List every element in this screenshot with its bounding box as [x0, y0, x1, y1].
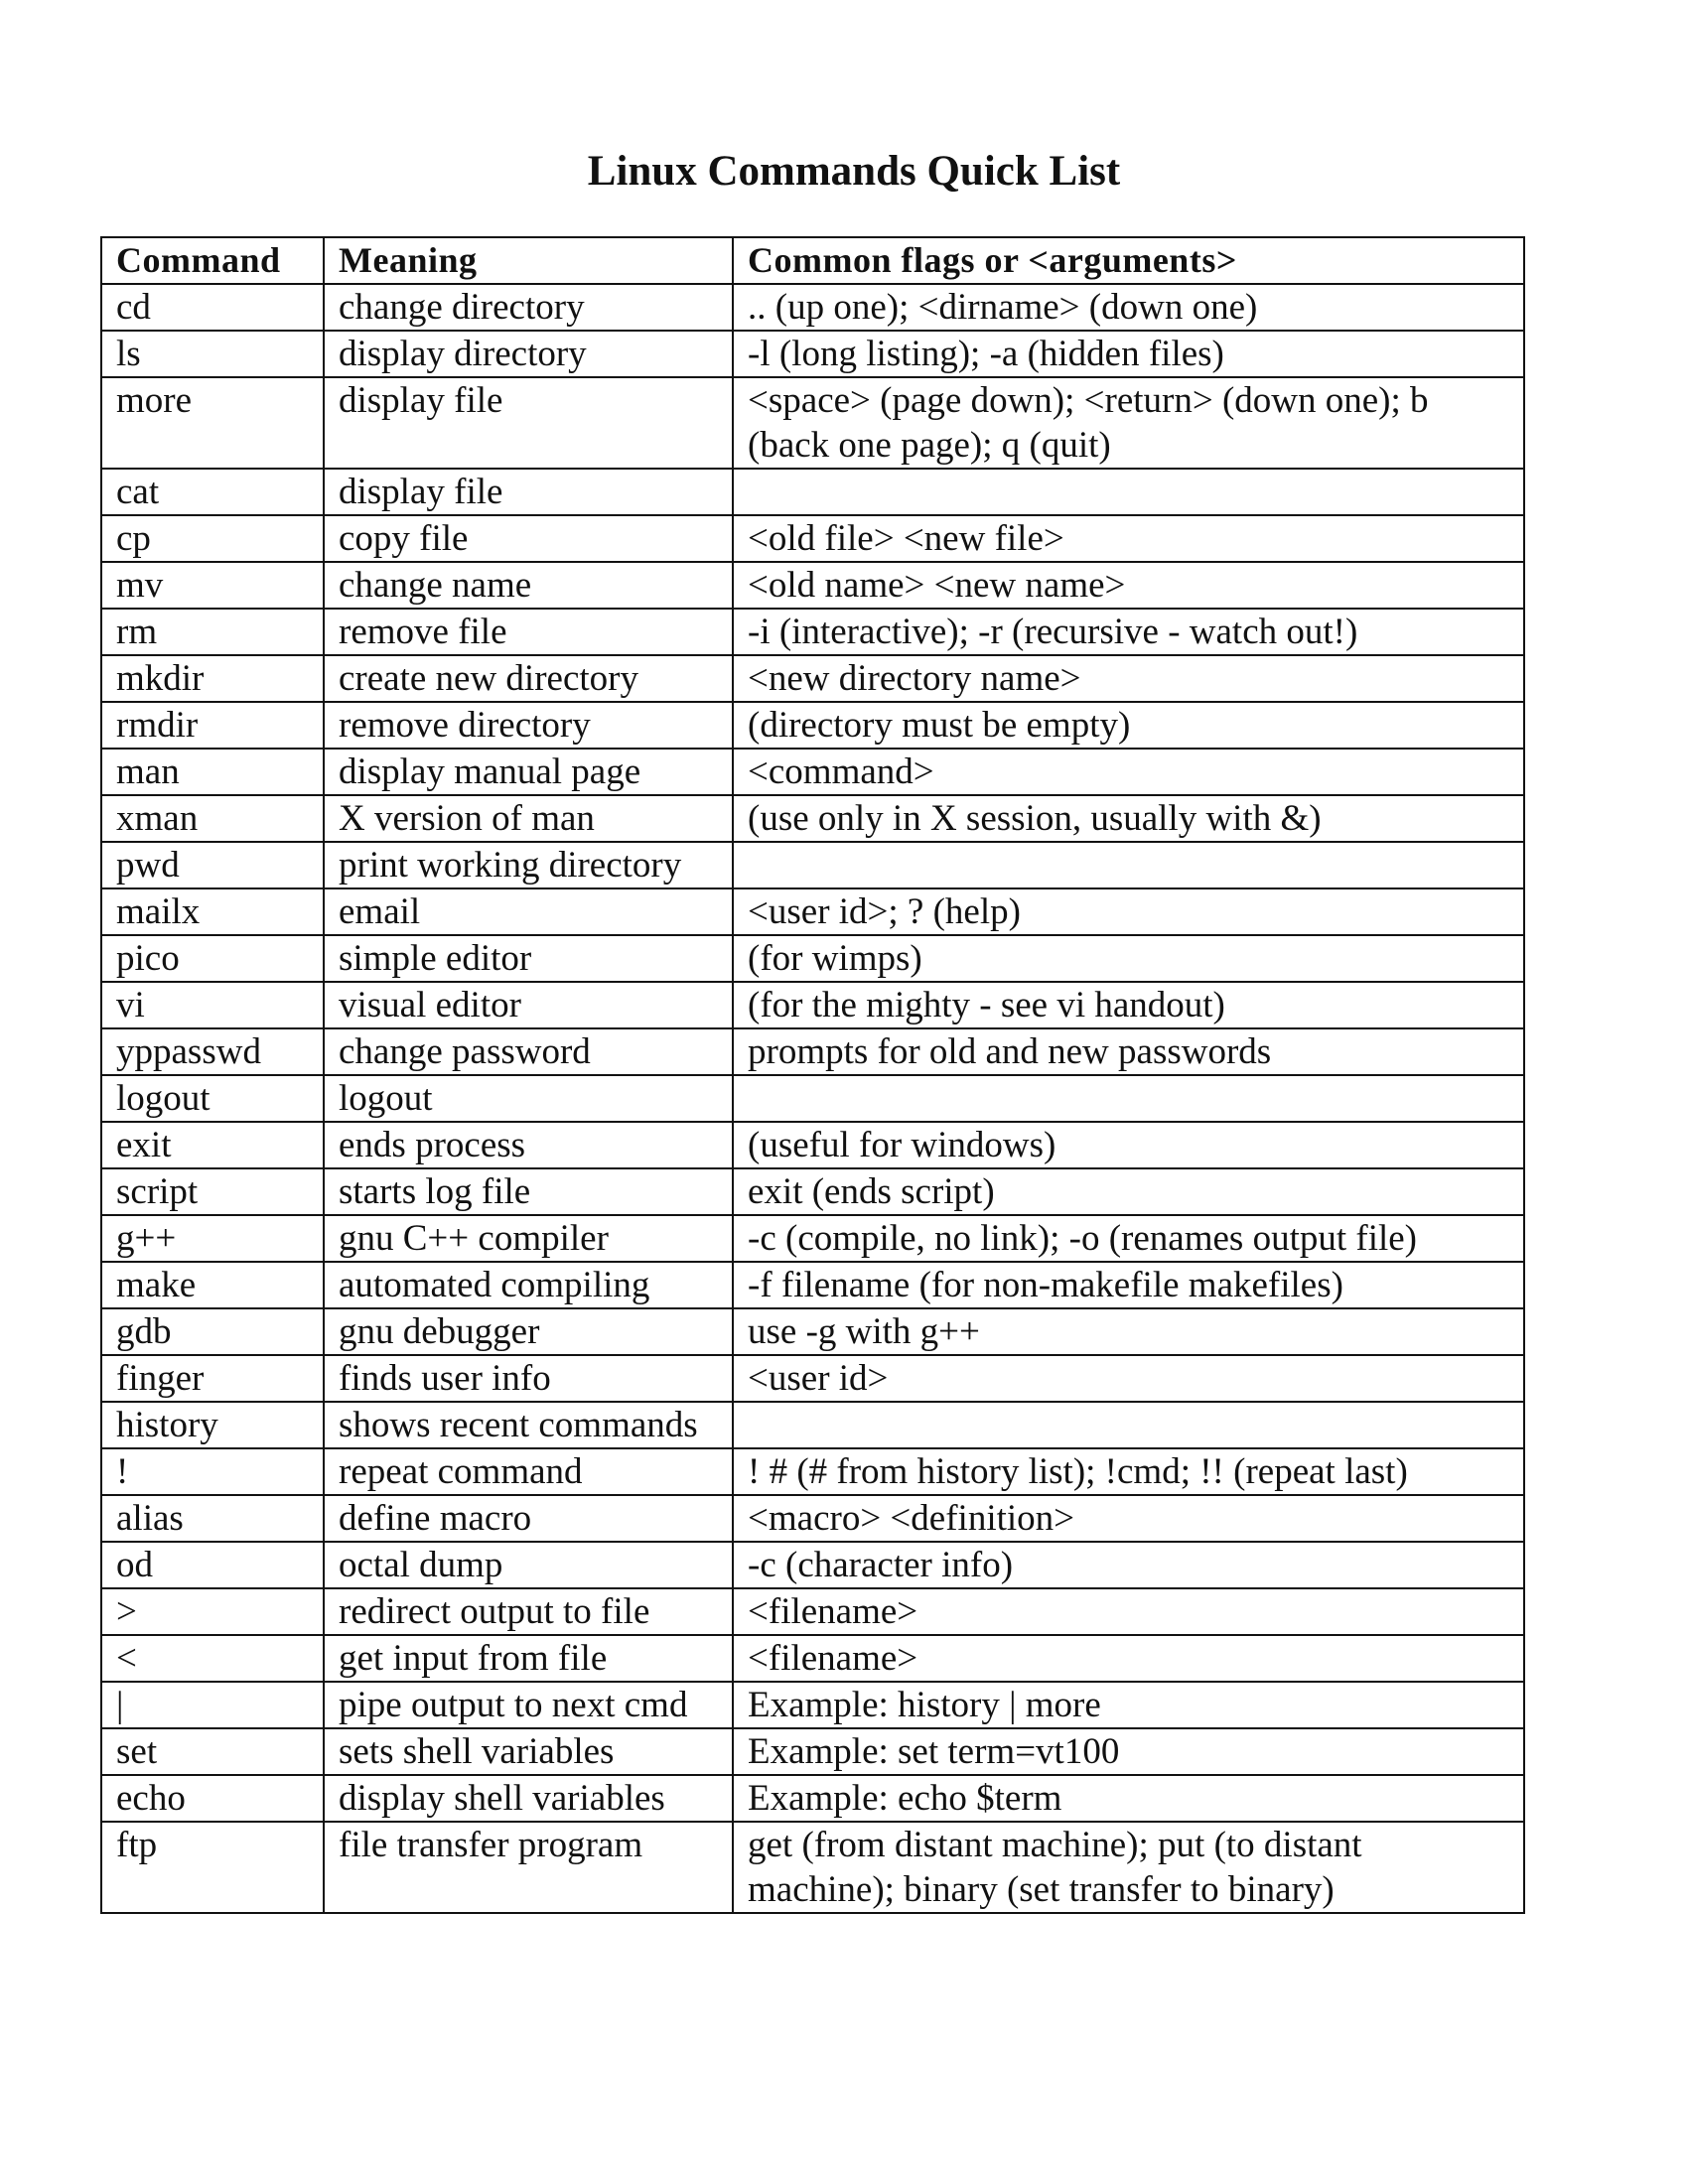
flags-cell: .. (up one); <dirname> (down one) — [733, 284, 1524, 331]
table-row — [101, 331, 1524, 377]
flags-cell: <filename> — [733, 1635, 1524, 1682]
table-body — [101, 284, 1524, 1913]
meaning-cell: ends process — [324, 1122, 733, 1168]
flags-cell: exit (ends script) — [733, 1168, 1524, 1215]
table-row — [101, 609, 1524, 655]
command-cell: mkdir — [101, 655, 324, 702]
meaning-cell: starts log file — [324, 1168, 733, 1215]
flags-cell: <filename> — [733, 1588, 1524, 1635]
meaning-cell: visual editor — [324, 982, 733, 1028]
meaning-cell: display shell variables — [324, 1775, 733, 1822]
command-cell: exit — [101, 1122, 324, 1168]
flags-cell: Example: echo $term — [733, 1775, 1524, 1822]
flags-cell: <old file> <new file> — [733, 515, 1524, 562]
flags-cell: <command> — [733, 749, 1524, 795]
command-cell: rm — [101, 609, 324, 655]
table-row — [101, 935, 1524, 982]
meaning-cell: define macro — [324, 1495, 733, 1542]
table-row — [101, 1308, 1524, 1355]
commands-table — [100, 236, 1525, 1914]
command-cell: history — [101, 1402, 324, 1448]
command-cell: ls — [101, 331, 324, 377]
meaning-cell: email — [324, 888, 733, 935]
table-row — [101, 1168, 1524, 1215]
command-cell: set — [101, 1728, 324, 1775]
table-row — [101, 515, 1524, 562]
meaning-cell: display file — [324, 377, 733, 469]
table-row — [101, 377, 1524, 469]
flags-cell: -f filename (for non-makefile makefiles) — [733, 1262, 1524, 1308]
table-row — [101, 795, 1524, 842]
command-cell: > — [101, 1588, 324, 1635]
meaning-cell: redirect output to file — [324, 1588, 733, 1635]
meaning-cell: change directory — [324, 284, 733, 331]
command-cell: vi — [101, 982, 324, 1028]
flags-cell: Example: set term=vt100 — [733, 1728, 1524, 1775]
meaning-cell: display manual page — [324, 749, 733, 795]
command-cell: finger — [101, 1355, 324, 1402]
table-row — [101, 1122, 1524, 1168]
flags-cell: ! # (# from history list); !cmd; !! (repeat last) — [733, 1448, 1524, 1495]
flags-cell: -c (compile, no link); -o (renames output file) — [733, 1215, 1524, 1262]
table-row — [101, 702, 1524, 749]
meaning-cell: repeat command — [324, 1448, 733, 1495]
column-header-meaning: Meaning — [324, 237, 733, 284]
flags-cell: (use only in X session, usually with &) — [733, 795, 1524, 842]
meaning-cell: simple editor — [324, 935, 733, 982]
meaning-cell: X version of man — [324, 795, 733, 842]
meaning-cell: gnu debugger — [324, 1308, 733, 1355]
flags-cell — [733, 842, 1524, 888]
command-cell: cat — [101, 469, 324, 515]
table-row — [101, 655, 1524, 702]
flags-cell: (for the mighty - see vi handout) — [733, 982, 1524, 1028]
meaning-cell: copy file — [324, 515, 733, 562]
command-cell: man — [101, 749, 324, 795]
table-row — [101, 1542, 1524, 1588]
table-row — [101, 1355, 1524, 1402]
table-row — [101, 749, 1524, 795]
command-cell: od — [101, 1542, 324, 1588]
flags-cell — [733, 469, 1524, 515]
table-row — [101, 1588, 1524, 1635]
meaning-cell: get input from file — [324, 1635, 733, 1682]
table-row — [101, 982, 1524, 1028]
meaning-cell: logout — [324, 1075, 733, 1122]
command-cell: gdb — [101, 1308, 324, 1355]
command-cell: xman — [101, 795, 324, 842]
meaning-cell: sets shell variables — [324, 1728, 733, 1775]
command-cell: logout — [101, 1075, 324, 1122]
meaning-cell: change password — [324, 1028, 733, 1075]
command-cell: g++ — [101, 1215, 324, 1262]
meaning-cell: octal dump — [324, 1542, 733, 1588]
meaning-cell: create new directory — [324, 655, 733, 702]
page-title: Linux Commands Quick List — [587, 148, 1121, 195]
command-cell: cd — [101, 284, 324, 331]
flags-cell: <new directory name> — [733, 655, 1524, 702]
table-row — [101, 1775, 1524, 1822]
command-cell: more — [101, 377, 324, 469]
table-row — [101, 1448, 1524, 1495]
meaning-cell: remove directory — [324, 702, 733, 749]
command-cell: ftp — [101, 1822, 324, 1913]
meaning-cell: gnu C++ compiler — [324, 1215, 733, 1262]
flags-cell — [733, 1075, 1524, 1122]
command-cell: echo — [101, 1775, 324, 1822]
flags-cell: <space> (page down); <return> (down one); b (back one page); q (quit) — [733, 377, 1524, 469]
table-row — [101, 1728, 1524, 1775]
table-row — [101, 842, 1524, 888]
flags-cell: <macro> <definition> — [733, 1495, 1524, 1542]
flags-cell: -i (interactive); -r (recursive - watch out!) — [733, 609, 1524, 655]
meaning-cell: shows recent commands — [324, 1402, 733, 1448]
table-row — [101, 1822, 1524, 1913]
table-row — [101, 284, 1524, 331]
table-row — [101, 1495, 1524, 1542]
flags-cell: (for wimps) — [733, 935, 1524, 982]
meaning-cell: file transfer program — [324, 1822, 733, 1913]
flags-cell — [733, 1402, 1524, 1448]
meaning-cell: print working directory — [324, 842, 733, 888]
command-cell: pico — [101, 935, 324, 982]
command-cell: cp — [101, 515, 324, 562]
command-cell: rmdir — [101, 702, 324, 749]
flags-cell: <old name> <new name> — [733, 562, 1524, 609]
table-header-row — [101, 237, 1524, 284]
flags-cell: <user id> — [733, 1355, 1524, 1402]
command-cell: | — [101, 1682, 324, 1728]
column-header-command: Command — [101, 237, 324, 284]
command-cell: ! — [101, 1448, 324, 1495]
meaning-cell: pipe output to next cmd — [324, 1682, 733, 1728]
table-row — [101, 562, 1524, 609]
meaning-cell: remove file — [324, 609, 733, 655]
flags-cell: use -g with g++ — [733, 1308, 1524, 1355]
flags-cell: prompts for old and new passwords — [733, 1028, 1524, 1075]
command-cell: mv — [101, 562, 324, 609]
meaning-cell: change name — [324, 562, 733, 609]
flags-cell: (useful for windows) — [733, 1122, 1524, 1168]
table-row — [101, 1682, 1524, 1728]
meaning-cell: display file — [324, 469, 733, 515]
meaning-cell: display directory — [324, 331, 733, 377]
table-row — [101, 1402, 1524, 1448]
flags-cell: <user id>; ? (help) — [733, 888, 1524, 935]
flags-cell: (directory must be empty) — [733, 702, 1524, 749]
table-row — [101, 469, 1524, 515]
command-cell: mailx — [101, 888, 324, 935]
flags-cell: Example: history | more — [733, 1682, 1524, 1728]
flags-cell: get (from distant machine); put (to distant machine); binary (set transfer to binary) — [733, 1822, 1524, 1913]
meaning-cell: finds user info — [324, 1355, 733, 1402]
table-row — [101, 1262, 1524, 1308]
command-cell: < — [101, 1635, 324, 1682]
flags-cell: -l (long listing); -a (hidden files) — [733, 331, 1524, 377]
meaning-cell: automated compiling — [324, 1262, 733, 1308]
command-cell: script — [101, 1168, 324, 1215]
table-row — [101, 1028, 1524, 1075]
flags-cell: -c (character info) — [733, 1542, 1524, 1588]
table-row — [101, 1215, 1524, 1262]
table-row — [101, 1635, 1524, 1682]
command-cell: make — [101, 1262, 324, 1308]
table-row — [101, 1075, 1524, 1122]
command-cell: pwd — [101, 842, 324, 888]
command-cell: alias — [101, 1495, 324, 1542]
column-header-flags: Common flags or <arguments> — [733, 237, 1524, 284]
table-row — [101, 888, 1524, 935]
command-cell: yppasswd — [101, 1028, 324, 1075]
